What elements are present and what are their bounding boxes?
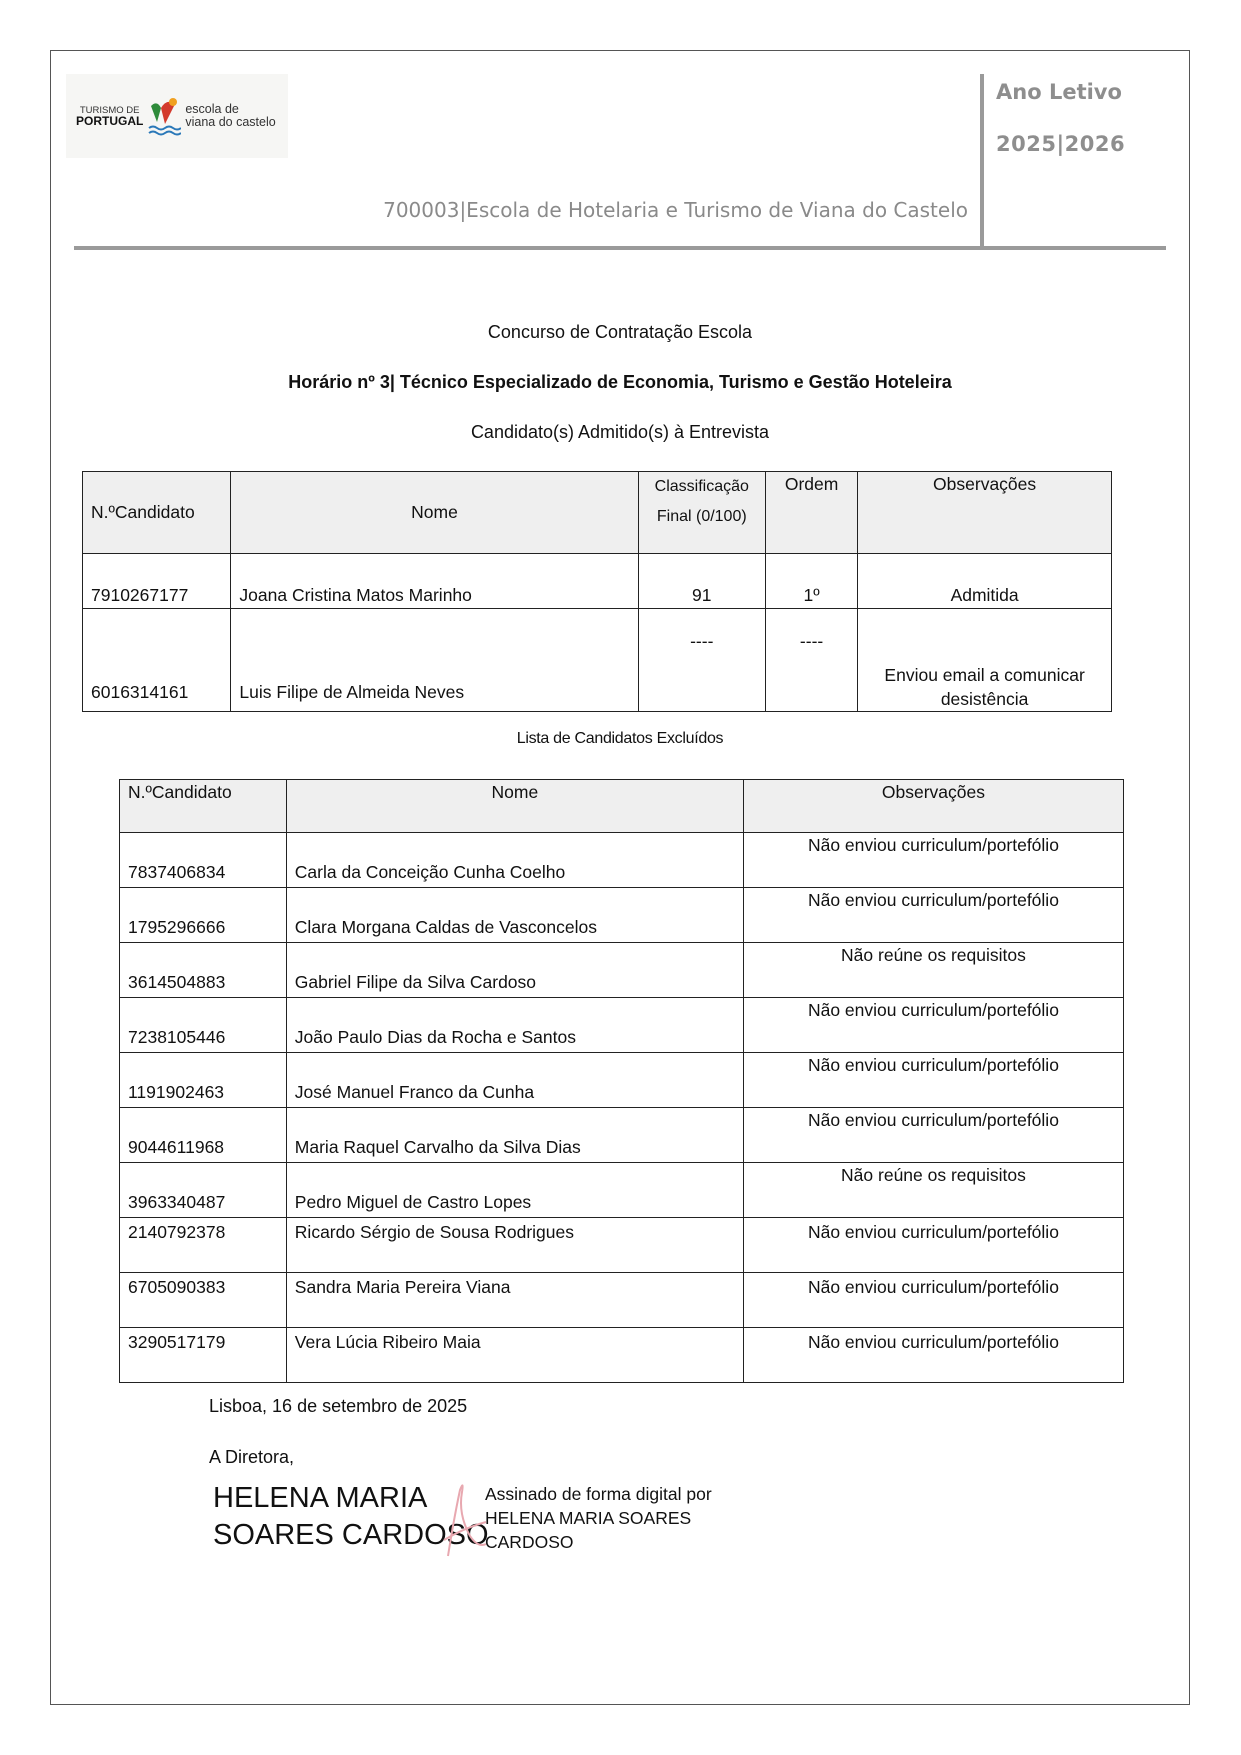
cell-numero: 6705090383 xyxy=(120,1273,287,1328)
logo-line2: PORTUGAL xyxy=(76,113,144,128)
digital-signature-text xyxy=(485,1482,712,1554)
cell-classificacao: 91 xyxy=(638,554,765,609)
cell-observacoes: Não reúne os requisitos xyxy=(743,1163,1123,1218)
signature-role: A Diretora, xyxy=(209,1447,295,1467)
cell-numero: 3963340487 xyxy=(120,1163,287,1218)
cell-numero: 6016314161 xyxy=(83,609,231,712)
cell-numero: 7837406834 xyxy=(120,833,287,888)
digital-signature-line2: HELENA MARIA SOARES xyxy=(485,1508,692,1528)
header-observacoes: Observações xyxy=(858,472,1112,554)
turismo-portugal-icon xyxy=(147,96,181,136)
logo-line1: TURISMO DE xyxy=(79,104,140,116)
cell-nome: Luis Filipe de Almeida Neves xyxy=(231,609,638,712)
cell-nome: Ricardo Sérgio de Sousa Rodrigues xyxy=(286,1218,743,1273)
cell-observacoes: Não enviou curriculum/portefólio xyxy=(743,998,1123,1053)
table-row xyxy=(120,1108,1124,1163)
cell-numero: 9044611968 xyxy=(120,1108,287,1163)
cell-observacoes: Enviou email a comunicar desistência xyxy=(858,609,1112,712)
header-vertical-divider xyxy=(980,74,984,248)
header-numero: N.ºCandidato xyxy=(83,472,231,554)
admitted-table-header xyxy=(83,472,1112,554)
cell-numero: 1191902463 xyxy=(120,1053,287,1108)
cell-nome: Joana Cristina Matos Marinho xyxy=(231,554,638,609)
cell-observacoes: Não enviou curriculum/portefólio xyxy=(743,833,1123,888)
header-nome: Nome xyxy=(231,472,638,554)
cell-ordem: ---- xyxy=(765,609,857,712)
header-divider xyxy=(74,246,1166,250)
digital-signature-icon xyxy=(440,1478,490,1558)
horario-title: Horário nº 3| Técnico Especializado de Economia, Turismo e Gestão Hoteleira xyxy=(288,372,952,392)
cell-classificacao: ---- xyxy=(638,609,765,712)
digital-signature-line1: Assinado de forma digital por xyxy=(485,1484,712,1504)
cell-observacoes: Não enviou curriculum/portefólio xyxy=(743,1053,1123,1108)
header-observacoes: Observações xyxy=(743,780,1123,833)
cell-nome: José Manuel Franco da Cunha xyxy=(286,1053,743,1108)
table-row xyxy=(120,888,1124,943)
header-classificacao-line2: Final (0/100) xyxy=(656,508,747,525)
table-row xyxy=(120,1328,1124,1383)
table-row xyxy=(120,998,1124,1053)
cell-nome: Gabriel Filipe da Silva Cardoso xyxy=(286,943,743,998)
excluded-table xyxy=(119,779,1124,1383)
table-row xyxy=(120,1273,1124,1328)
admitted-table xyxy=(82,471,1112,712)
cell-nome: Maria Raquel Carvalho da Silva Dias xyxy=(286,1108,743,1163)
digital-signature-line3: CARDOSO xyxy=(485,1532,574,1552)
cell-numero: 2140792378 xyxy=(120,1218,287,1273)
cell-observacoes: Não enviou curriculum/portefólio xyxy=(743,1218,1123,1273)
cell-observacoes: Não reúne os requisitos xyxy=(743,943,1123,998)
excluded-title: Lista de Candidatos Excluídos xyxy=(516,730,724,747)
cell-nome: Carla da Conceição Cunha Coelho xyxy=(286,833,743,888)
signature-name-line2: SOARES CARDOSO xyxy=(213,1519,489,1551)
cell-numero: 3290517179 xyxy=(120,1328,287,1383)
table-row xyxy=(83,609,1112,712)
signature-date: Lisboa, 16 de setembro de 2025 xyxy=(209,1396,468,1416)
logo-school-line1: escola de xyxy=(185,102,239,116)
logo-school-text xyxy=(185,103,275,129)
table-row xyxy=(83,554,1112,609)
cell-observacoes: Não enviou curriculum/portefólio xyxy=(743,1328,1123,1383)
excluded-table-header xyxy=(120,780,1124,833)
cell-nome: Vera Lúcia Ribeiro Maia xyxy=(286,1328,743,1383)
school-name: 700003|Escola de Hotelaria e Turismo de Viana do Castelo xyxy=(383,198,968,222)
cell-observacoes: Admitida xyxy=(858,554,1112,609)
cell-nome: João Paulo Dias da Rocha e Santos xyxy=(286,998,743,1053)
logo-turismo-text xyxy=(76,105,143,128)
table-row xyxy=(120,943,1124,998)
table-row xyxy=(120,1163,1124,1218)
cell-observacoes: Não enviou curriculum/portefólio xyxy=(743,1108,1123,1163)
signature-name-line1: HELENA MARIA xyxy=(213,1482,428,1514)
cell-observacoes: Não enviou curriculum/portefólio xyxy=(743,888,1123,943)
cell-numero: 7238105446 xyxy=(120,998,287,1053)
cell-observacoes: Não enviou curriculum/portefólio xyxy=(743,1273,1123,1328)
header-ordem: Ordem xyxy=(765,472,857,554)
cell-numero: 3614504883 xyxy=(120,943,287,998)
cell-numero: 1795296666 xyxy=(120,888,287,943)
cell-ordem: 1º xyxy=(765,554,857,609)
header-nome: Nome xyxy=(286,780,743,833)
ano-letivo-label: Ano Letivo xyxy=(996,80,1122,104)
table-row xyxy=(120,1218,1124,1273)
logo-school-line2: viana do castelo xyxy=(185,115,276,129)
table-row xyxy=(120,1053,1124,1108)
header-classificacao xyxy=(638,472,765,554)
cell-nome: Pedro Miguel de Castro Lopes xyxy=(286,1163,743,1218)
admitted-title: Candidato(s) Admitido(s) à Entrevista xyxy=(470,422,770,442)
cell-nome: Sandra Maria Pereira Viana xyxy=(286,1273,743,1328)
table-row xyxy=(120,833,1124,888)
ano-letivo-value: 2025|2026 xyxy=(996,132,1126,156)
school-logo xyxy=(66,74,288,158)
contest-title: Concurso de Contratação Escola xyxy=(487,322,753,342)
cell-numero: 7910267177 xyxy=(83,554,231,609)
header-classificacao-line1: Classificação xyxy=(654,478,749,495)
header-numero: N.ºCandidato xyxy=(120,780,287,833)
cell-nome: Clara Morgana Caldas de Vasconcelos xyxy=(286,888,743,943)
